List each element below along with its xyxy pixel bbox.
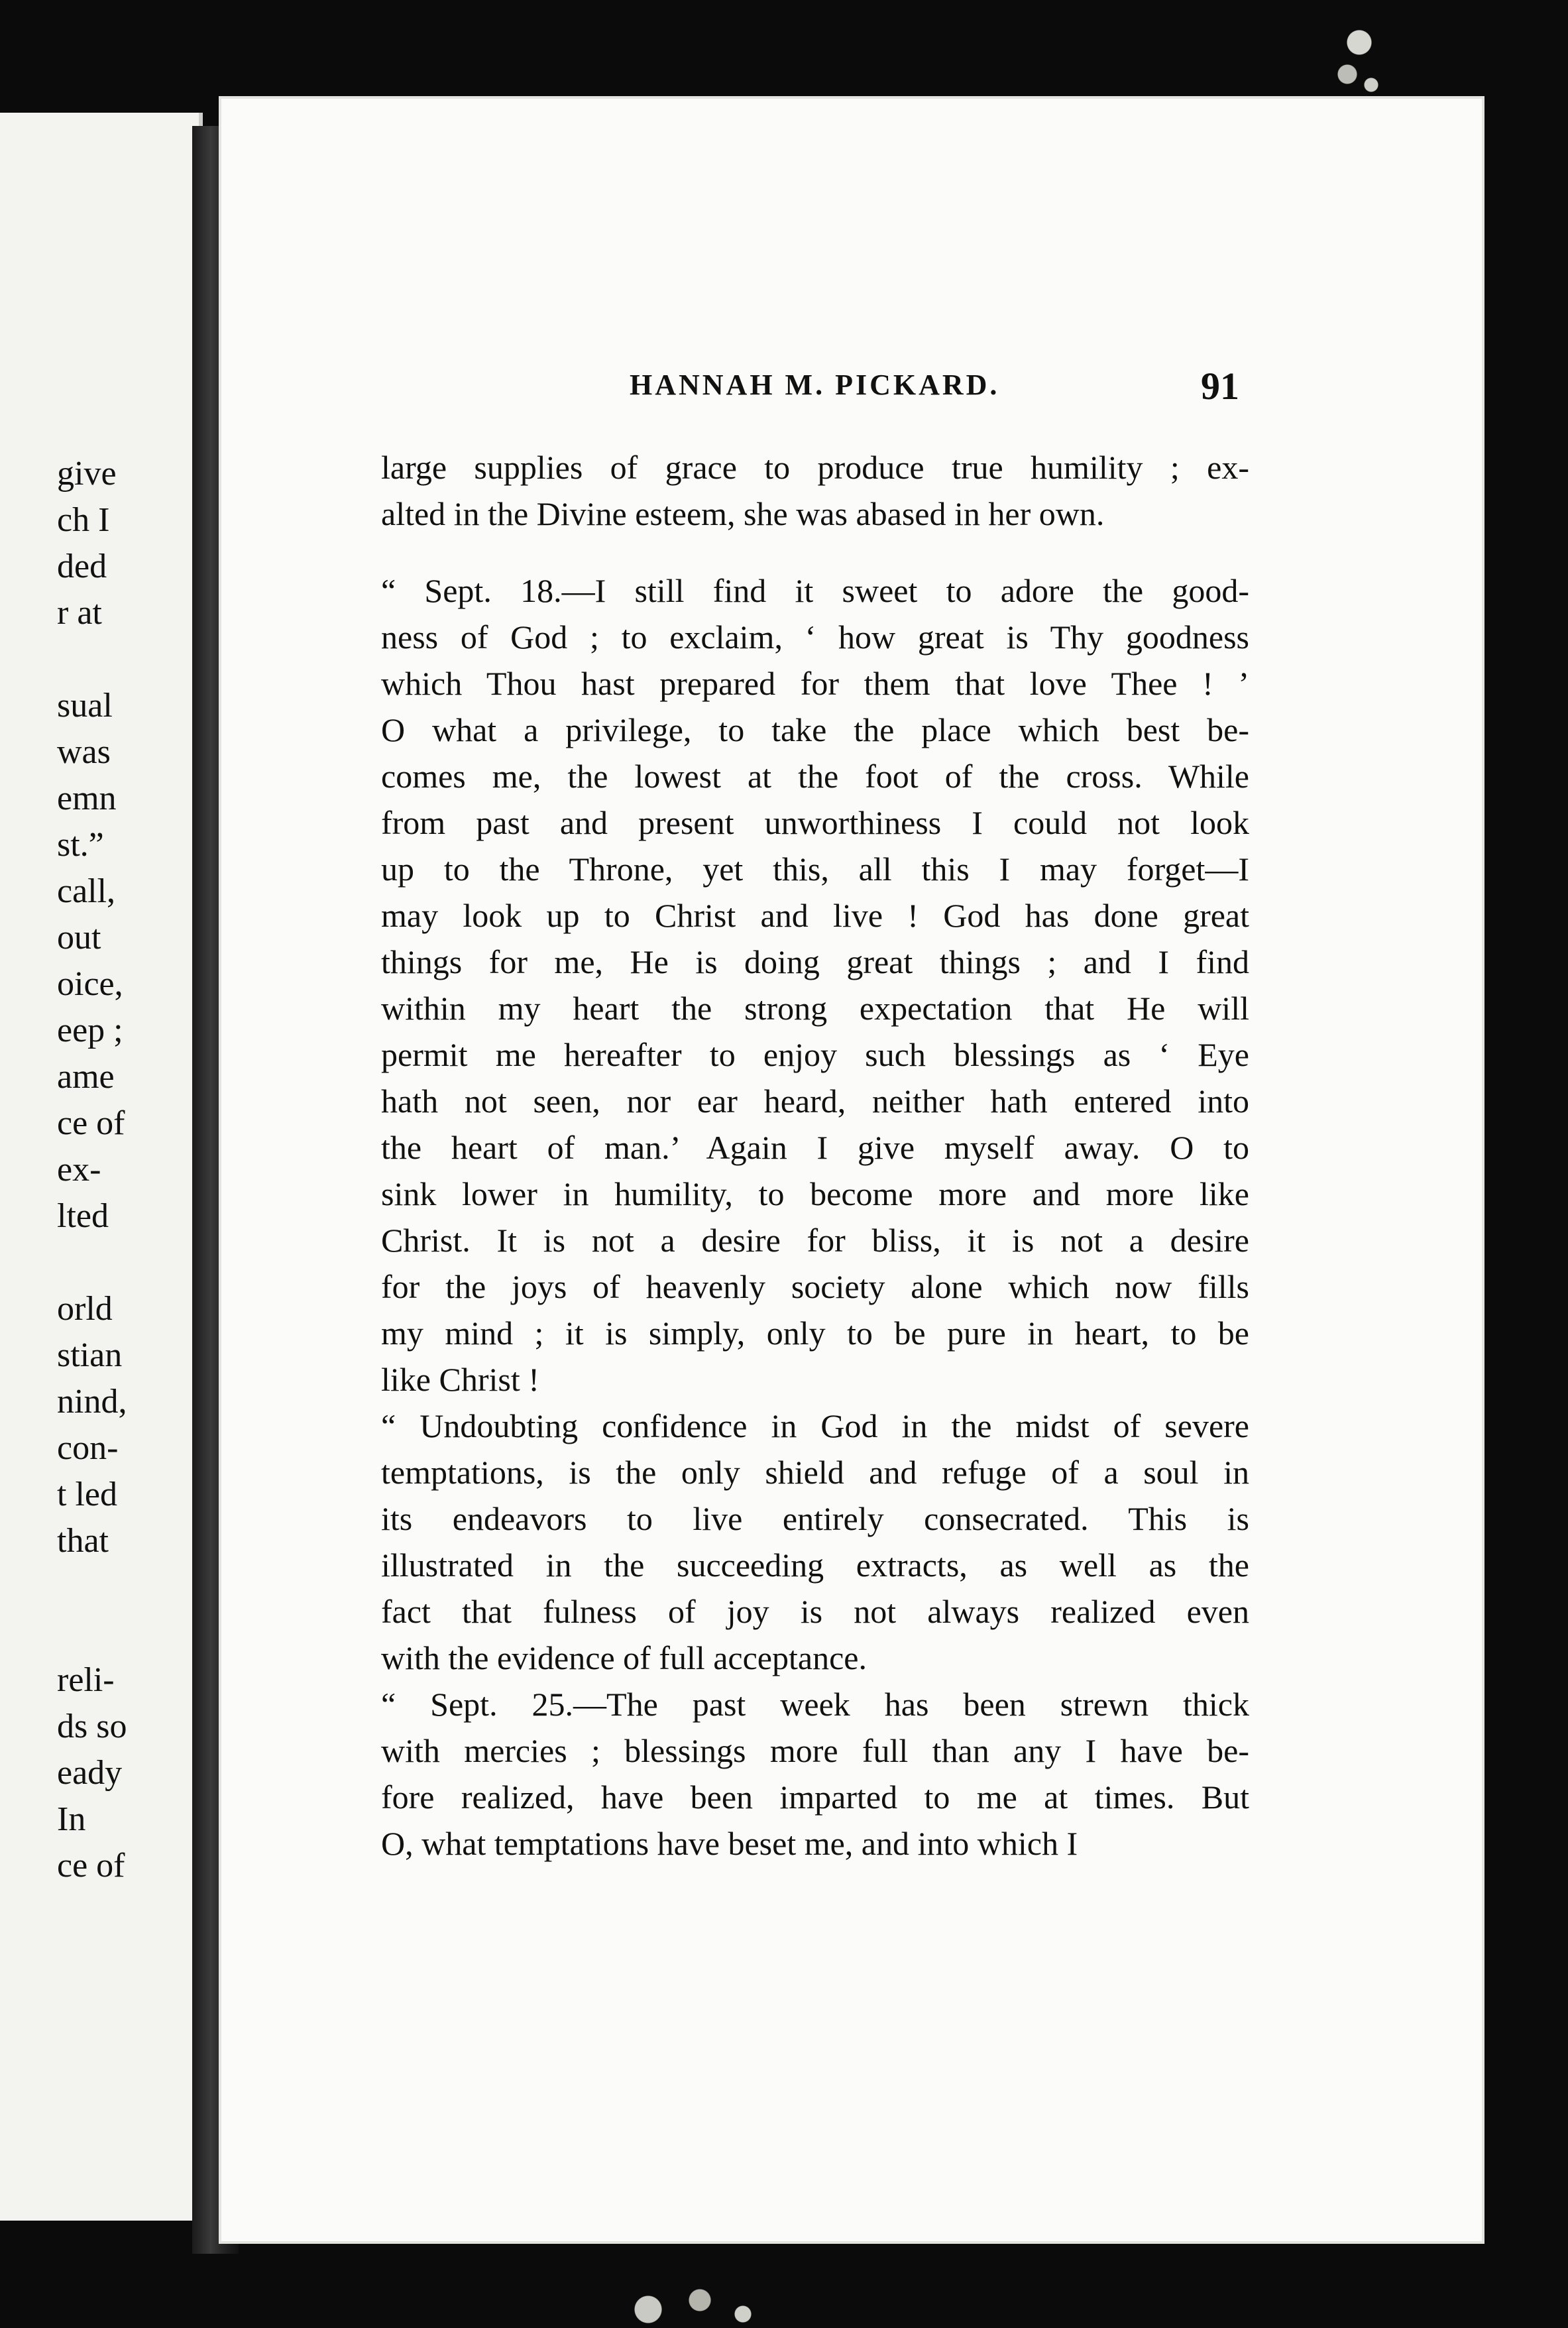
previous-page-fragment: ame — [57, 1058, 115, 1096]
text-line: “ Sept. 18.—I still find it sweet to adore the good- — [381, 572, 1249, 609]
previous-page-fragment: sual — [57, 687, 113, 725]
text-line: O what a privilege, to take the place which best be- — [381, 711, 1249, 748]
previous-page-fragment: orld — [57, 1290, 113, 1328]
text-line: temptations, is the only shield and refuge of a soul in — [381, 1454, 1249, 1491]
text-line: with mercies ; blessings more full than any I have be- — [381, 1732, 1249, 1769]
text-line: “ Undoubting confidence in God in the midst of severe — [381, 1407, 1249, 1444]
text-line: alted in the Divine esteem, she was abased in her own. — [381, 495, 1105, 532]
previous-page-fragment: eady — [57, 1754, 123, 1792]
text-line: ness of God ; to exclaim, ‘ how great is Thy goodness — [381, 618, 1249, 656]
previous-page-fragment: ch I — [57, 501, 110, 539]
previous-page-fragment: ex- — [57, 1151, 101, 1189]
previous-page-fragment: reli- — [57, 1661, 115, 1699]
paragraph — [381, 444, 1249, 537]
previous-page-fragment: ded — [57, 548, 107, 585]
previous-page-edge — [0, 113, 203, 2221]
text-line: may look up to Christ and live ! God has done great — [381, 897, 1249, 934]
previous-page-fragment: st.” — [57, 826, 104, 864]
text-line: up to the Throne, yet this, all this I may forget—I — [381, 850, 1249, 888]
text-line: large supplies of grace to produce true humility ; ex- — [381, 449, 1249, 486]
text-line: its endeavors to live entirely consecrated. This is — [381, 1500, 1249, 1537]
previous-page-fragment: stian — [57, 1336, 123, 1374]
text-line: within my heart the strong expectation that He will — [381, 990, 1249, 1027]
previous-page-fragment: t led — [57, 1476, 117, 1513]
previous-page-fragment: ce of — [57, 1847, 125, 1885]
previous-page-fragment: con- — [57, 1429, 119, 1467]
previous-page-fragment: emn — [57, 780, 117, 817]
previous-page-fragment: call, — [57, 872, 116, 910]
scan-noise — [1329, 0, 1389, 106]
previous-page-fragment: In — [57, 1800, 86, 1838]
previous-page-fragment: nind, — [57, 1383, 127, 1421]
text-line: comes me, the lowest at the foot of the cross. While — [381, 758, 1249, 795]
scan-noise — [596, 2282, 769, 2328]
text-line: things for me, He is doing great things ; and I find — [381, 943, 1249, 980]
previous-page-fragment: r at — [57, 594, 102, 632]
previous-page-fragment: was — [57, 733, 111, 771]
previous-page-fragment: oice, — [57, 965, 123, 1003]
previous-page-fragment: ds so — [57, 1708, 127, 1745]
text-line: which Thou hast prepared for them that love Thee ! ’ — [381, 665, 1249, 702]
paragraph — [381, 1403, 1249, 1681]
body-text — [381, 444, 1249, 1867]
text-line: from past and present unworthiness I could not look — [381, 804, 1249, 841]
text-line: sink lower in humility, to become more and more like — [381, 1175, 1249, 1212]
text-line: for the joys of heavenly society alone which now fills — [381, 1268, 1249, 1305]
paragraph — [381, 1681, 1249, 1867]
paragraph — [381, 567, 1249, 1403]
text-line: O, what temptations have beset me, and into which I — [381, 1825, 1078, 1862]
page-number: 91 — [1201, 365, 1239, 408]
text-line: fore realized, have been imparted to me at times. But — [381, 1778, 1249, 1816]
previous-page-fragment: give — [57, 455, 117, 493]
text-line: with the evidence of full acceptance. — [381, 1639, 867, 1676]
previous-page-fragment: ce of — [57, 1104, 125, 1142]
text-line: illustrated in the succeeding extracts, as well as the — [381, 1546, 1249, 1584]
text-line: my mind ; it is simply, only to be pure in heart, to be — [381, 1314, 1249, 1352]
text-line: the heart of man.’ Again I give myself away. O to — [381, 1129, 1249, 1166]
text-line: hath not seen, nor ear heard, neither hath entered into — [381, 1082, 1249, 1120]
previous-page-fragment: that — [57, 1522, 109, 1560]
text-line: like Christ ! — [381, 1361, 539, 1398]
running-title: HANNAH M. PICKARD. — [630, 369, 1000, 401]
previous-page-fragment: eep ; — [57, 1012, 123, 1049]
text-line: “ Sept. 25.—The past week has been strewn thick — [381, 1686, 1249, 1723]
previous-page-fragment: out — [57, 919, 101, 957]
previous-page-fragment: lted — [57, 1197, 109, 1235]
text-line: permit me hereafter to enjoy such blessings as ‘ Eye — [381, 1036, 1249, 1073]
paragraph-gap — [381, 537, 1249, 567]
text-line: fact that fulness of joy is not always realized even — [381, 1593, 1249, 1630]
running-head — [411, 365, 1239, 414]
text-line: Christ. It is not a desire for bliss, it is not a desire — [381, 1222, 1249, 1259]
